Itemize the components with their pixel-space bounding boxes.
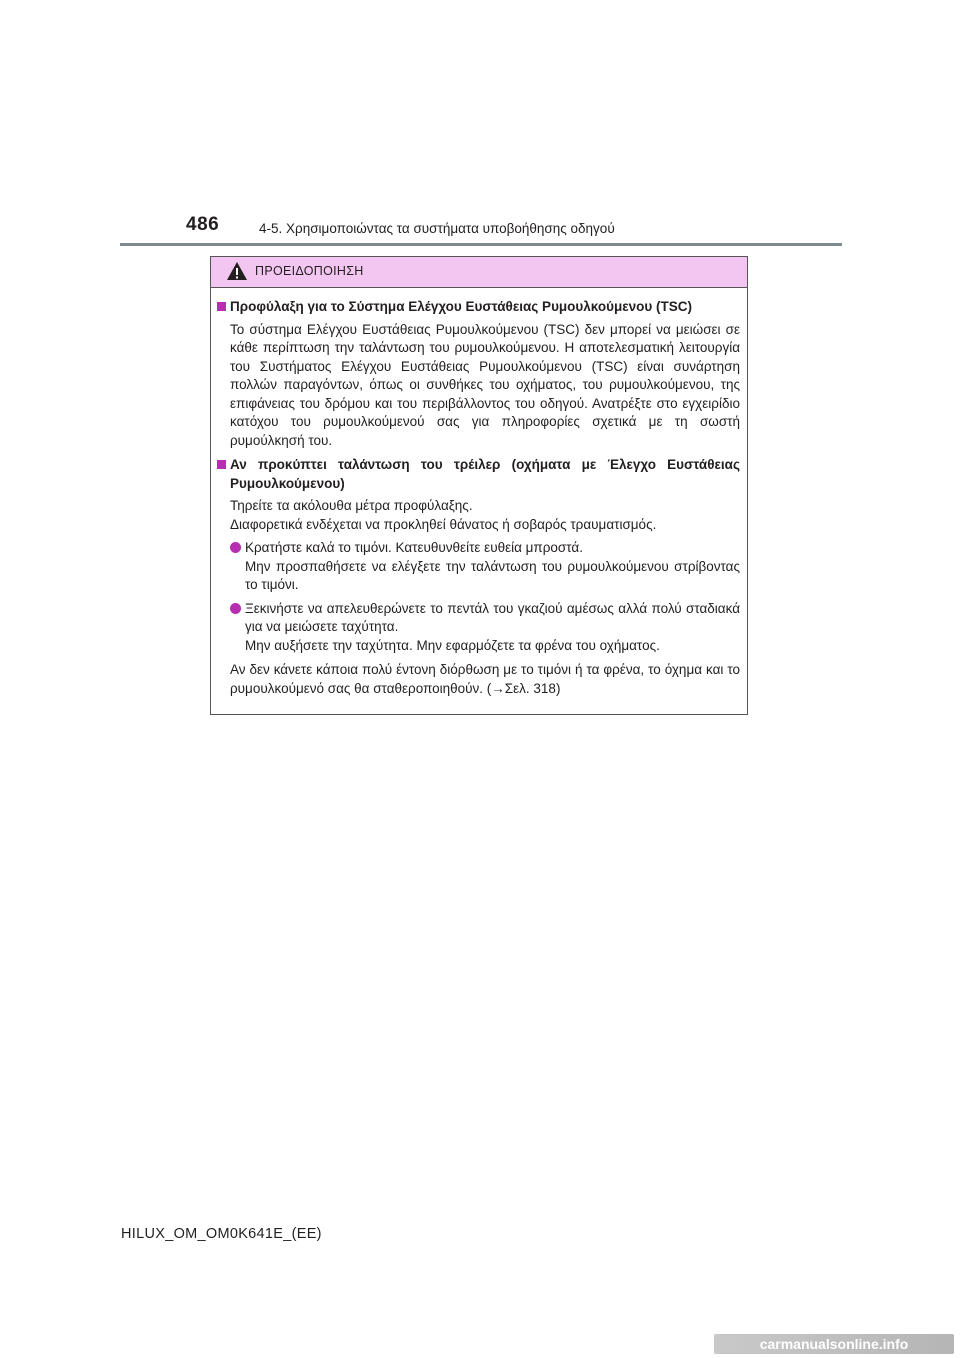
footer-code: HILUX_OM_OM0K641E_(EE) — [121, 1226, 322, 1242]
list-item-line: Κρατήστε καλά το τιμόνι. Κατευθυνθείτε ευθεία μπροστά. — [245, 540, 583, 555]
section-heading — [217, 456, 740, 493]
section-title: 4-5. Χρησιμοποιώντας τα συστήματα υποβοήθησης οδηγού — [259, 221, 615, 236]
round-bullet-icon — [230, 603, 241, 614]
section-heading-text: Αν προκύπτει ταλάντωση του τρέιλερ (οχήματα με Έλεγχο Ευστάθειας Ρυμουλκούμενου) — [230, 457, 740, 491]
list-item-line: Μην προσπαθήσετε να ελέγξετε την ταλάντωση του ρυμουλκούμενου στρίβοντας το τιμόνι. — [245, 558, 740, 592]
warning-triangle-icon — [226, 261, 248, 281]
warning-header — [211, 257, 747, 288]
section-body: Το σύστημα Ελέγχου Ευστάθειας Ρυμουλκούμενου (TSC) δεν μπορεί να μειώσει σε κάθε περίπτωση την ταλάντωση του ρυμουλκούμενου. Η αποτελεσματική λειτουργία του Συστήματος Ελέγχου Ευστάθειας Ρυμουλκούμενου (TSC) είναι συνάρτηση πολλών παραγόντων, όπως οι συνθήκες του οχήματος, του ρυμουλκούμενου, της επιφάνειας του δρόμου και του περιβάλλοντος του οδηγού. Ανατρέξτε στο εγχειρίδιο κατόχου του ρυμουλκούμενού σας για πληροφορίες σχετικά με τη σωστή ρυμούλκησή του. — [230, 321, 740, 448]
page-number: 486 — [186, 214, 220, 235]
watermark: carmanualsonline.info — [714, 1334, 954, 1354]
header-rule — [120, 243, 842, 246]
list-item-line: Ξεκινήστε να απελευθερώνετε το πεντάλ του γκαζιού αμέσως αλλά πολύ σταδιακά για να μειώσετε ταχύτητα. — [245, 600, 740, 634]
list-item-text — [245, 539, 740, 595]
list-item-text — [245, 600, 740, 656]
square-bullet-icon — [217, 302, 226, 311]
section-intro-line: Διαφορετικά ενδέχεται να προκληθεί θάνατος ή σοβαρός τραυματισμός. — [230, 516, 657, 532]
section-heading — [217, 298, 740, 317]
square-bullet-icon — [217, 460, 226, 469]
section-intro-line: Τηρείτε τα ακόλουθα μέτρα προφύλαξης. — [230, 498, 473, 513]
warning-box — [210, 256, 748, 715]
round-bullet-icon — [230, 542, 241, 553]
warning-content — [211, 288, 747, 698]
section-heading-text: Προφύλαξη για το Σύστημα Ελέγχου Ευστάθειας Ρυμουλκούμενου (TSC) — [230, 299, 692, 314]
list-item-line: Μην αυξήσετε την ταχύτητα. Μην εφαρμόζετε τα φρένα του οχήματος. — [245, 637, 660, 653]
closing-paragraph: Αν δεν κάνετε κάποια πολύ έντονη διόρθωση με το τιμόνι ή τα φρένα, το όχημα και το ρυμουλκούμενό σας θα σταθεροποιηθούν. (→Σελ. 318) — [230, 662, 740, 696]
list-item — [217, 539, 740, 595]
list-item — [217, 600, 740, 656]
warning-title: ΠΡΟΕΙΔΟΠΟΙΗΣΗ — [255, 264, 364, 278]
